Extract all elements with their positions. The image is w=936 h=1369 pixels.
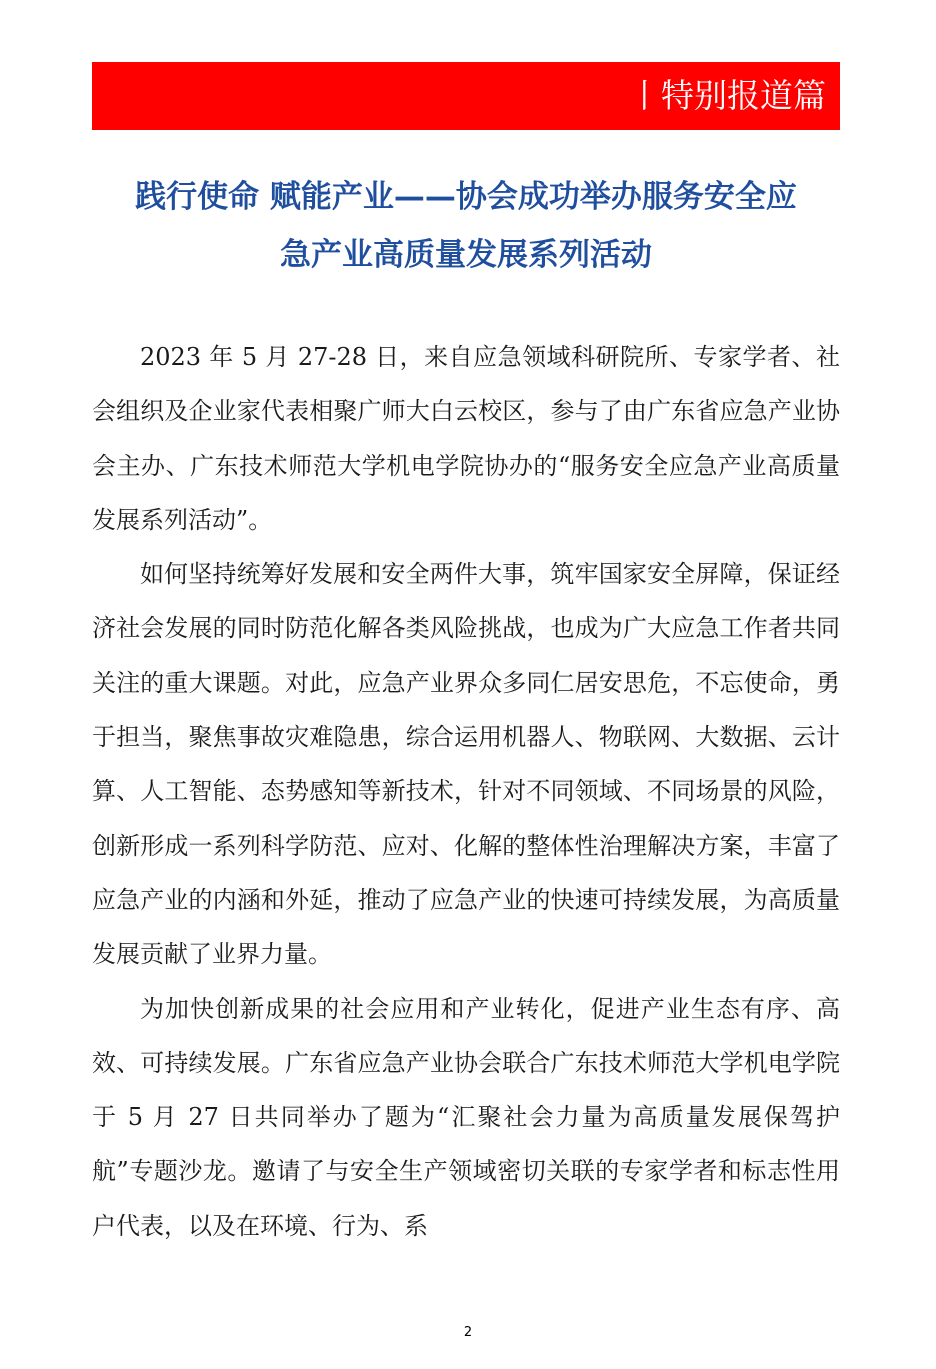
article-paragraph-1: 2023 年 5 月 27-28 日，来自应急领域科研院所、专家学者、社会组织及企业家代表相聚广师大白云校区，参与了由广东省应急产业协会主办、广东技术师范大学机电学院协办的“服务安全应急产业高质量发展系列活动”。 (92, 343, 840, 534)
article-paragraph-3: 为加快创新成果的社会应用和产业转化，促进产业生态有序、高效、可持续发展。广东省应急产业协会联合广东技术师范大学机电学院于 5 月 27 日共同举办了题为“汇聚社会力量为高质量发展保驾护航”专题沙龙。邀请了与安全生产领域密切关联的专家学者和标志性用户代表，以及在环境、行为、系 (92, 994, 840, 1240)
article-body (92, 330, 840, 1253)
page-number: 2 (463, 1325, 473, 1340)
article-title-line-1: 践行使命 赋能产业——协会成功举办服务安全应 (135, 179, 797, 215)
article-title (92, 168, 840, 284)
article-title-line-2: 急产业高质量发展系列活动 (280, 237, 652, 273)
section-header-bar (92, 62, 840, 130)
section-label: 丨特别报道篇 (628, 76, 826, 115)
article-paragraph-2: 如何坚持统筹好发展和安全两件大事，筑牢国家安全屏障，保证经济社会发展的同时防范化解各类风险挑战，也成为广大应急工作者共同关注的重大课题。对此，应急产业界众多同仁居安思危，不忘使命，勇于担当，聚焦事故灾难隐患，综合运用机器人、物联网、大数据、云计算、人工智能、态势感知等新技术，针对不同领域、不同场景的风险，创新形成一系列科学防范、应对、化解的整体性治理解决方案，丰富了应急产业的内涵和外延，推动了应急产业的快速可持续发展，为高质量发展贡献了业界力量。 (92, 560, 840, 969)
